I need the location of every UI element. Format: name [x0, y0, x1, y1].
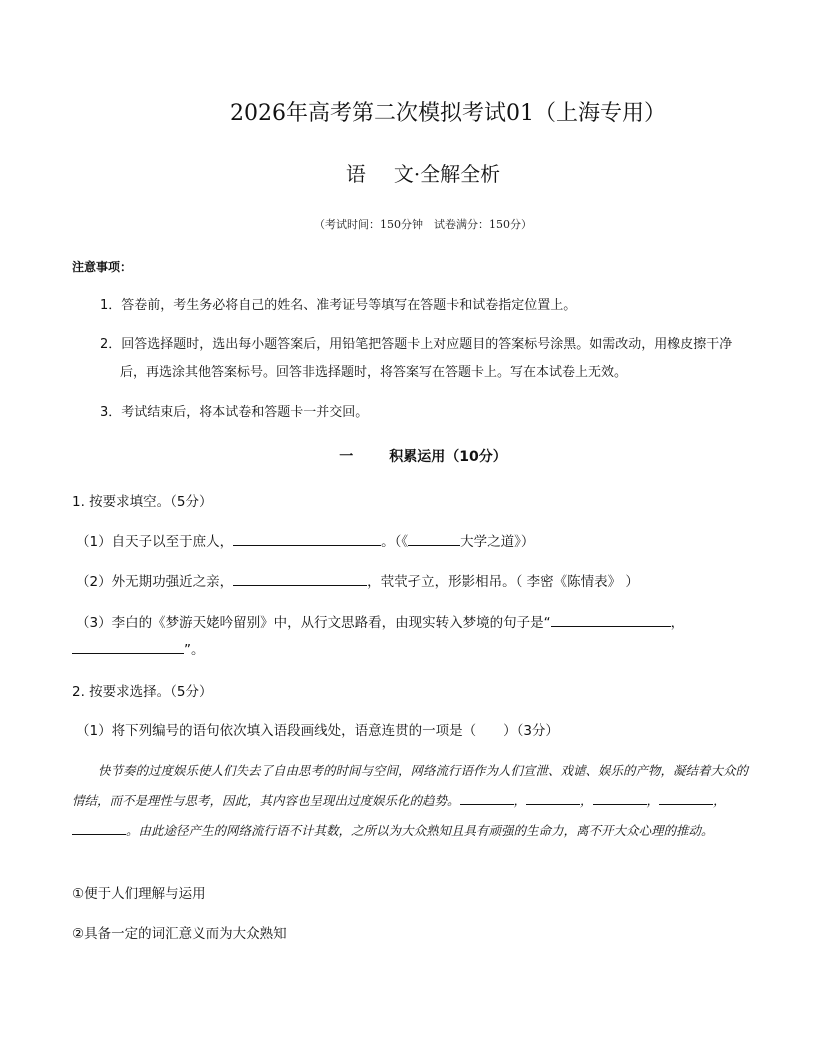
answer-blank[interactable] [233, 532, 381, 546]
notice-item-1: 1．答卷前，考生务必将自己的姓名、准考证号等填写在答题卡和试卷指定位置上。 [100, 298, 577, 313]
q1-s1-text-a: （1）自天子以至于庶人， [76, 534, 234, 550]
q1-s2-text-b: ，茕茕孑立，形影相吊。（ 李密《陈情表》 ） [367, 574, 639, 590]
exam-title: 2026年高考第二次模拟考试01（上海专用） [230, 101, 666, 126]
q1-s2-text-a: （2）外无期功强近之亲， [76, 574, 234, 590]
notice-item-2 [100, 331, 750, 387]
passage-blank[interactable] [659, 792, 713, 805]
notice-heading: 注意事项： [72, 260, 133, 274]
question-2-item-1: （1）将下列编号的语句依次填入语段画线处，语意连贯的一项是（ ）（3分） [76, 723, 559, 739]
question-1-item-3-cont [72, 638, 205, 658]
answer-blank[interactable] [408, 532, 460, 546]
subject-char-a: 语 [345, 162, 366, 186]
passage-text-b: 由此途径产生的网络流行语不计其数，之所以为大众熟知且具有顽强的生命力，离不开大众心理的推动。 [138, 823, 714, 838]
passage-blank[interactable] [526, 792, 580, 805]
question-1-item-2 [76, 570, 639, 590]
answer-blank[interactable] [233, 572, 367, 586]
answer-blank[interactable] [551, 613, 671, 627]
exam-info: （考试时间：150分钟 试卷满分：150分） [314, 218, 532, 231]
question-1-item-3 [76, 611, 684, 631]
notice-item-3: 3．考试结束后，将本试卷和答题卡一并交回。 [100, 405, 369, 420]
notice-item-2-text: 2．回答选择题时，选出每小题答案后，用铅笔把答题卡上对应题目的答案标号涂黑。如需改动，用橡皮擦干净后，再选涂其他答案标号。回答非选择题时，将答案写在答题卡上。写在本试卷上无效。 [100, 337, 733, 380]
q1-s3-text-c: ”。 [184, 642, 205, 658]
passage-sep: ， [580, 793, 593, 808]
passage-end: 。 [126, 823, 139, 838]
subject-suffix: ·全解全析 [413, 162, 501, 186]
option-2: ②具备一定的词汇意义而为大众熟知 [72, 926, 287, 942]
subject-title [0, 158, 816, 187]
question-1-item-1 [76, 530, 534, 550]
passage-sep: ， [713, 793, 726, 808]
answer-blank[interactable] [72, 640, 184, 654]
q1-s1-text-b: 。（《 [381, 534, 409, 550]
passage-blank[interactable] [460, 792, 514, 805]
section-number: 一 [339, 449, 354, 465]
passage-sep: ， [513, 793, 527, 808]
q1-s3-text-b: ， [670, 615, 685, 631]
question-2-stem: 2. 按要求选择。（5分） [72, 684, 213, 700]
option-1: ①便于人们理解与运用 [72, 886, 206, 902]
q1-s3-text-a: （3）李白的《梦游天姥吟留别》中，从行文思路看，由现实转入梦境的句子是“ [76, 615, 551, 631]
passage-text-a: 快节奏的过度娱乐使人们失去了自由思考的时间与空间，网络流行语作为人们宣泄、戏谑、娱乐的产物，凝结着大众的情结，而不是理性与思考，因此，其内容也呈现出过度娱乐化的趋势。 [72, 763, 749, 808]
question-1-stem: 1. 按要求填空。（5分） [72, 494, 213, 510]
section-heading [0, 446, 816, 466]
subject-char-b: 文 [393, 162, 414, 186]
section-title: 积累运用（10分） [389, 449, 507, 465]
passage-blank[interactable] [593, 792, 647, 805]
passage-sep: ， [646, 793, 660, 808]
q1-s1-text-c: 大学之道》） [460, 534, 535, 550]
reading-passage [72, 756, 748, 846]
passage-blank[interactable] [72, 822, 126, 835]
